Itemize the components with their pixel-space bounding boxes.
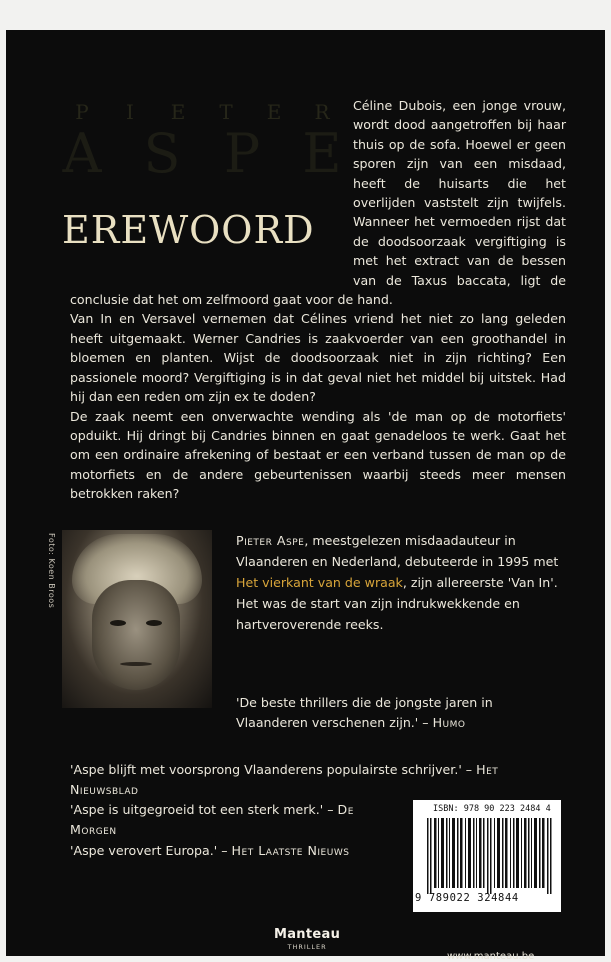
review-quote-1: 'De beste thrillers die de jongste jaren in Vlaanderen verschenen zijn.' – Humo <box>236 695 493 730</box>
book-back-cover <box>6 30 605 962</box>
barcode-box <box>413 800 561 912</box>
blurb <box>70 96 566 504</box>
publisher-name: Manteau <box>274 927 341 942</box>
isbn-label: ISBN: 978 90 223 2484 4 <box>433 804 551 814</box>
author-bio <box>236 530 568 635</box>
publisher-logo <box>274 927 340 951</box>
blurb-paragraph-1: Céline Dubois, een jonge vrouw, wordt dood aangetroffen bij haar thuis op de sofa. Hoewel er geen sporen zijn van een misdaad, heeft de huisarts die het overlijden vaststelt zijn twijfels. Wanneer het vermoeden rijst dat de doodsoorzaak vergiftiging is met het extract van de bessen van de Taxus baccata, ligt de conclusie dat het om zelfmoord gaat voor de hand. <box>70 98 566 308</box>
author-first-name: P I E T E R <box>75 100 330 124</box>
blurb-paragraph-2: Van In en Versavel vernemen dat Célines vriend het niet zo lang geleden heeft uitgemaakt. Werner Candries is zaakvoerder van een groothandel in bloemen en planten. Wijst de doodsoorzaak niet in zijn richting? Een passionele moord? Vergiftiging is in dat geval niet het middel bij uitstek. Had hij dan een reden om zijn ex te doden? <box>70 311 566 405</box>
author-last-name: A S P E <box>62 122 342 185</box>
bio-debut-title: Het vierkant van de wraak <box>236 575 403 590</box>
publisher-website: www.manteau.be <box>447 951 535 962</box>
review-quote-2: 'Aspe blijft met voorsprong Vlaanderens populairste schrijver.' – Het Nieuwsblad <box>70 762 499 797</box>
bio-text-2: , zijn allereerste 'Van In'. Het was de start van zijn indrukwekkende en hartveroverende reeks. <box>236 575 558 632</box>
book-title: EREWOORD <box>62 208 315 252</box>
barcode-number: 9 789022 324844 <box>415 892 519 904</box>
review-quote-4: 'Aspe verovert Europa.' – Het Laatste Nieuws <box>70 843 350 858</box>
bio-author-name: Pieter Aspe <box>236 533 305 548</box>
bio-text-1: , meestgelezen misdaadauteur in Vlaanderen en Nederland, debuteerde in 1995 met <box>236 533 559 569</box>
blurb-paragraph-3: De zaak neemt een onverwachte wending als 'de man op de motorfiets' opduikt. Hij dringt bij Candries binnen en gaat genadeloos te werk. Gaat het om een ordinaire afrekening of bestaat er een verband tussen de man op de motorfiets en de andere gebeurtenissen waarbij steeds meer mensen betrokken raken? <box>70 408 566 502</box>
barcode-icon <box>427 818 555 894</box>
photo-credit: Foto: Koen Broos <box>47 533 56 609</box>
author-photo <box>62 530 212 708</box>
imprint-label: THRILLER <box>287 943 327 951</box>
review-quote-3: 'Aspe is uitgegroeid tot een sterk merk.' – De Morgen <box>70 802 354 837</box>
